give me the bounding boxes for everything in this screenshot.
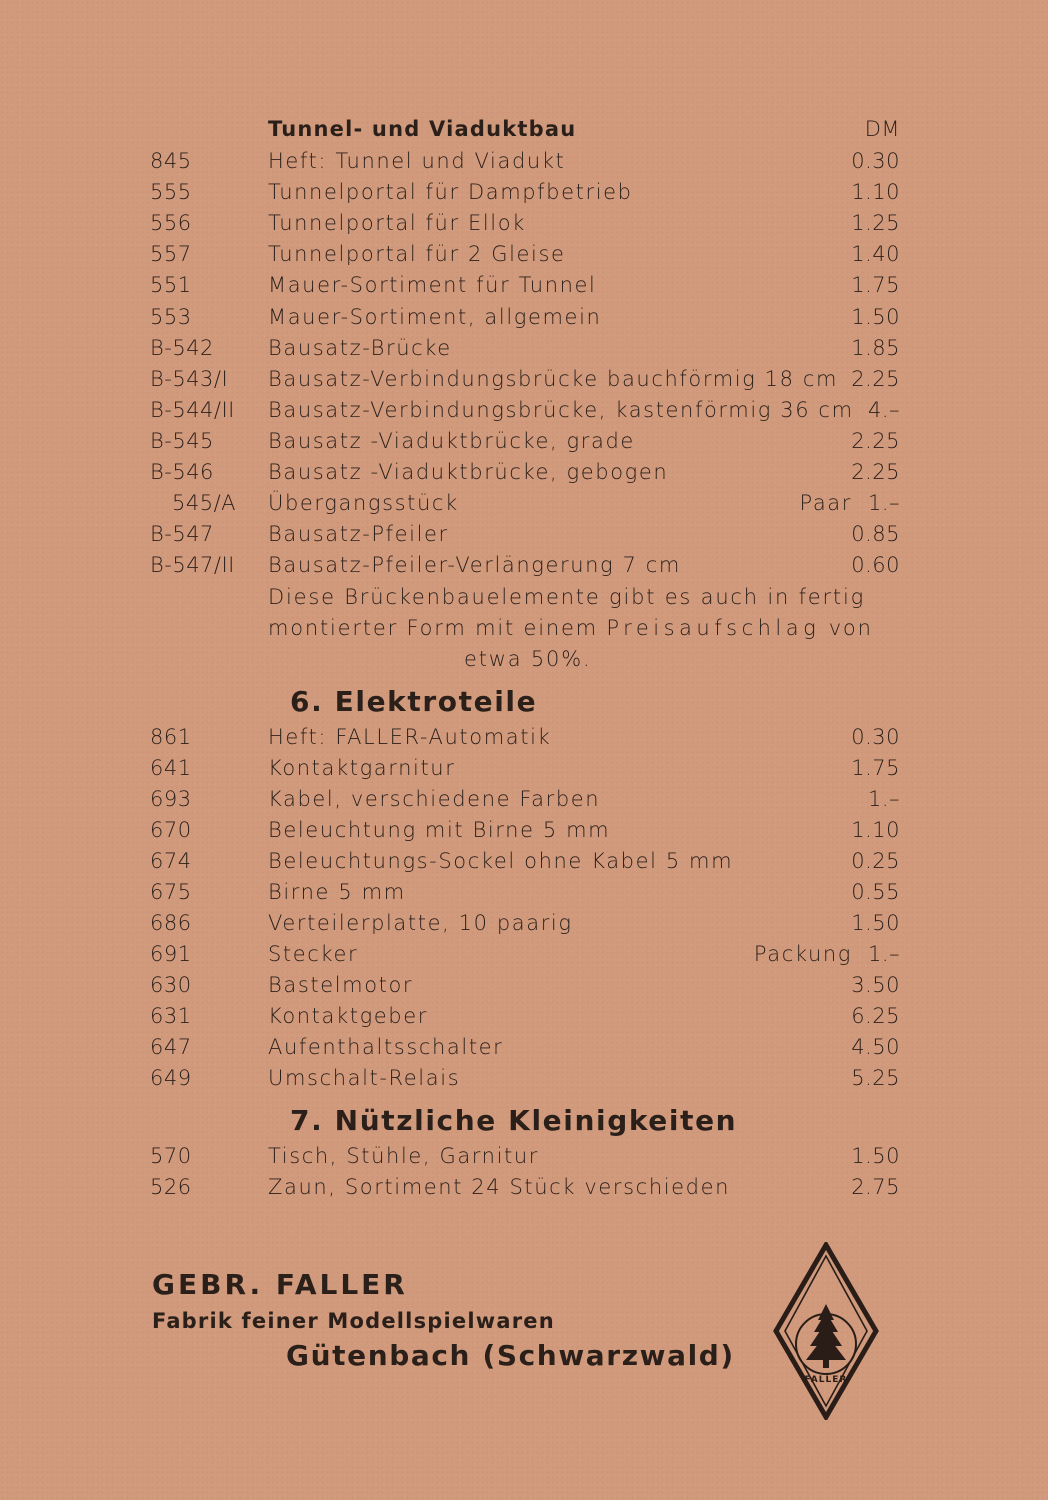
table-row <box>0 880 1048 911</box>
item-price: 1.10 <box>851 818 900 842</box>
item-description: Zaun, Sortiment 24 Stück verschieden <box>268 1175 731 1199</box>
table-row <box>0 1144 1048 1175</box>
table-row <box>0 756 1048 787</box>
item-description: Tisch, Stühle, Garnitur <box>268 1144 539 1168</box>
item-number: B-547 <box>150 522 214 546</box>
company-tagline: Fabrik feiner Modellspielwaren <box>152 1309 555 1333</box>
item-number: 556 <box>150 211 192 235</box>
item-description: Bausatz -Viaduktbrücke, grade <box>268 429 635 453</box>
item-description: Bastelmotor <box>268 973 414 997</box>
item-number: 553 <box>150 305 192 329</box>
table-row <box>0 849 1048 880</box>
item-description: Heft: FALLER-Automatik <box>268 725 552 749</box>
item-price: 0.55 <box>851 880 900 904</box>
item-description: Birne 5 mm <box>268 880 406 904</box>
item-price: 1.10 <box>851 180 900 204</box>
item-description: Beleuchtung mit Birne 5 mm <box>268 818 611 842</box>
table-row <box>0 491 1048 522</box>
item-price: 6.25 <box>851 1004 900 1028</box>
item-number: 861 <box>150 725 192 749</box>
table-row <box>0 398 1048 429</box>
item-price: 0.25 <box>851 849 900 873</box>
item-price: 0.60 <box>851 553 900 577</box>
table-row <box>0 942 1048 973</box>
item-price: 2.25 <box>851 367 900 391</box>
item-number: 649 <box>150 1066 192 1090</box>
item-description: Tunnelportal für Dampfbetrieb <box>268 180 633 204</box>
item-number: 674 <box>150 849 192 873</box>
item-description: Bausatz -Viaduktbrücke, gebogen <box>268 460 669 484</box>
item-description: Kontaktgeber <box>268 1004 428 1028</box>
note-emphasis: Preisaufschlag <box>606 616 821 640</box>
item-number: 675 <box>150 880 192 904</box>
table-row <box>0 305 1048 336</box>
table-row <box>0 787 1048 818</box>
item-number: B-543/I <box>150 367 229 391</box>
item-price: 2.25 <box>851 460 900 484</box>
item-price: 3.50 <box>851 973 900 997</box>
item-price: 0.85 <box>851 522 900 546</box>
table-row <box>0 429 1048 460</box>
item-description: Heft: Tunnel und Viadukt <box>268 149 566 173</box>
table-row <box>0 725 1048 756</box>
item-description: Aufenthaltsschalter <box>268 1035 504 1059</box>
item-price: 1.– <box>867 787 900 811</box>
item-number: 845 <box>150 149 192 173</box>
company-name: GEBR. FALLER <box>152 1268 408 1301</box>
item-price: 1.25 <box>851 211 900 235</box>
item-unit-note: Packung <box>753 942 852 966</box>
tunnel-section-title: Tunnel- und Viaduktbau <box>268 117 577 141</box>
section-title-elektroteile: 6. Elektroteile <box>290 685 538 718</box>
item-price: 1.50 <box>851 305 900 329</box>
faller-logo-icon <box>772 1242 880 1420</box>
item-price: 1.85 <box>851 336 900 360</box>
table-row <box>0 367 1048 398</box>
item-description: Übergangsstück <box>268 491 459 515</box>
item-price: 1.– <box>867 491 900 515</box>
note-line-2 <box>268 616 873 640</box>
item-price: 2.25 <box>851 429 900 453</box>
table-row <box>0 818 1048 849</box>
table-row <box>0 553 1048 584</box>
item-number: 570 <box>150 1144 192 1168</box>
item-number: 647 <box>150 1035 192 1059</box>
item-number: B-547/II <box>150 553 235 577</box>
item-number: 686 <box>150 911 192 935</box>
table-row <box>0 149 1048 180</box>
item-description: Bausatz-Verbindungsbrücke, kastenförmig 36 cm <box>268 398 854 422</box>
table-row <box>0 522 1048 553</box>
table-row <box>0 911 1048 942</box>
note-text: montierter Form mit einem <box>268 616 607 640</box>
currency-label: DM <box>864 117 900 141</box>
item-price: 1.75 <box>851 756 900 780</box>
table-row <box>0 1066 1048 1097</box>
item-number: 526 <box>150 1175 192 1199</box>
item-number: B-544/II <box>150 398 235 422</box>
item-number: 670 <box>150 818 192 842</box>
item-price: 1.– <box>867 942 900 966</box>
table-row <box>0 211 1048 242</box>
item-price: 1.75 <box>851 273 900 297</box>
section-title-kleinigkeiten: 7. Nützliche Kleinigkeiten <box>290 1104 738 1137</box>
table-row <box>0 180 1048 211</box>
item-description: Bausatz-Brücke <box>268 336 452 360</box>
item-description: Tunnelportal für Ellok <box>268 211 526 235</box>
item-description: Bausatz-Verbindungsbrücke bauchförmig 18 cm <box>268 367 839 391</box>
table-row <box>0 336 1048 367</box>
note-line-1: Diese Brückenbauelemente gibt es auch in fertig <box>268 585 865 609</box>
item-number: 691 <box>150 942 192 966</box>
item-price: 5.25 <box>851 1066 900 1090</box>
item-description: Umschalt-Relais <box>268 1066 461 1090</box>
item-unit-note: Paar <box>799 491 852 515</box>
item-description: Mauer-Sortiment für Tunnel <box>268 273 597 297</box>
item-description: Bausatz-Pfeiler <box>268 522 449 546</box>
fir-tree-icon <box>806 1304 846 1368</box>
table-row <box>0 1035 1048 1066</box>
item-number: 641 <box>150 756 192 780</box>
item-description: Beleuchtungs-Sockel ohne Kabel 5 mm <box>268 849 734 873</box>
item-number: 630 <box>150 973 192 997</box>
item-number: B-545 <box>150 429 214 453</box>
item-price: 1.50 <box>851 1144 900 1168</box>
tunnel-header-row <box>0 117 1048 148</box>
item-description: Bausatz-Pfeiler-Verlängerung 7 cm <box>268 553 681 577</box>
item-price: 4.– <box>867 398 900 422</box>
item-price: 4.50 <box>851 1035 900 1059</box>
item-price: 0.30 <box>851 725 900 749</box>
item-number: 555 <box>150 180 192 204</box>
item-description: Mauer-Sortiment, allgemein <box>268 305 602 329</box>
item-price: 1.40 <box>851 242 900 266</box>
item-number: 551 <box>150 273 192 297</box>
item-description: Tunnelportal für 2 Gleise <box>268 242 566 266</box>
item-number: 631 <box>150 1004 192 1028</box>
item-number: B-546 <box>150 460 214 484</box>
logo-text: FALLER <box>804 1375 848 1385</box>
item-price: 1.50 <box>851 911 900 935</box>
table-row <box>0 242 1048 273</box>
table-row <box>0 1175 1048 1206</box>
item-description: Stecker <box>268 942 359 966</box>
item-price: 0.30 <box>851 149 900 173</box>
item-number: 545/A <box>172 491 237 515</box>
note-text: von <box>820 616 873 640</box>
item-description: Kontaktgarnitur <box>268 756 456 780</box>
item-number: 557 <box>150 242 192 266</box>
table-row <box>0 973 1048 1004</box>
item-number: 693 <box>150 787 192 811</box>
item-description: Verteilerplatte, 10 paarig <box>268 911 573 935</box>
table-row <box>0 273 1048 304</box>
item-number: B-542 <box>150 336 214 360</box>
table-row <box>0 460 1048 491</box>
item-price: 2.75 <box>851 1175 900 1199</box>
item-description: Kabel, verschiedene Farben <box>268 787 601 811</box>
company-location: Gütenbach (Schwarzwald) <box>286 1339 735 1372</box>
note-line-3: etwa 50%. <box>464 647 592 671</box>
table-row <box>0 1004 1048 1035</box>
